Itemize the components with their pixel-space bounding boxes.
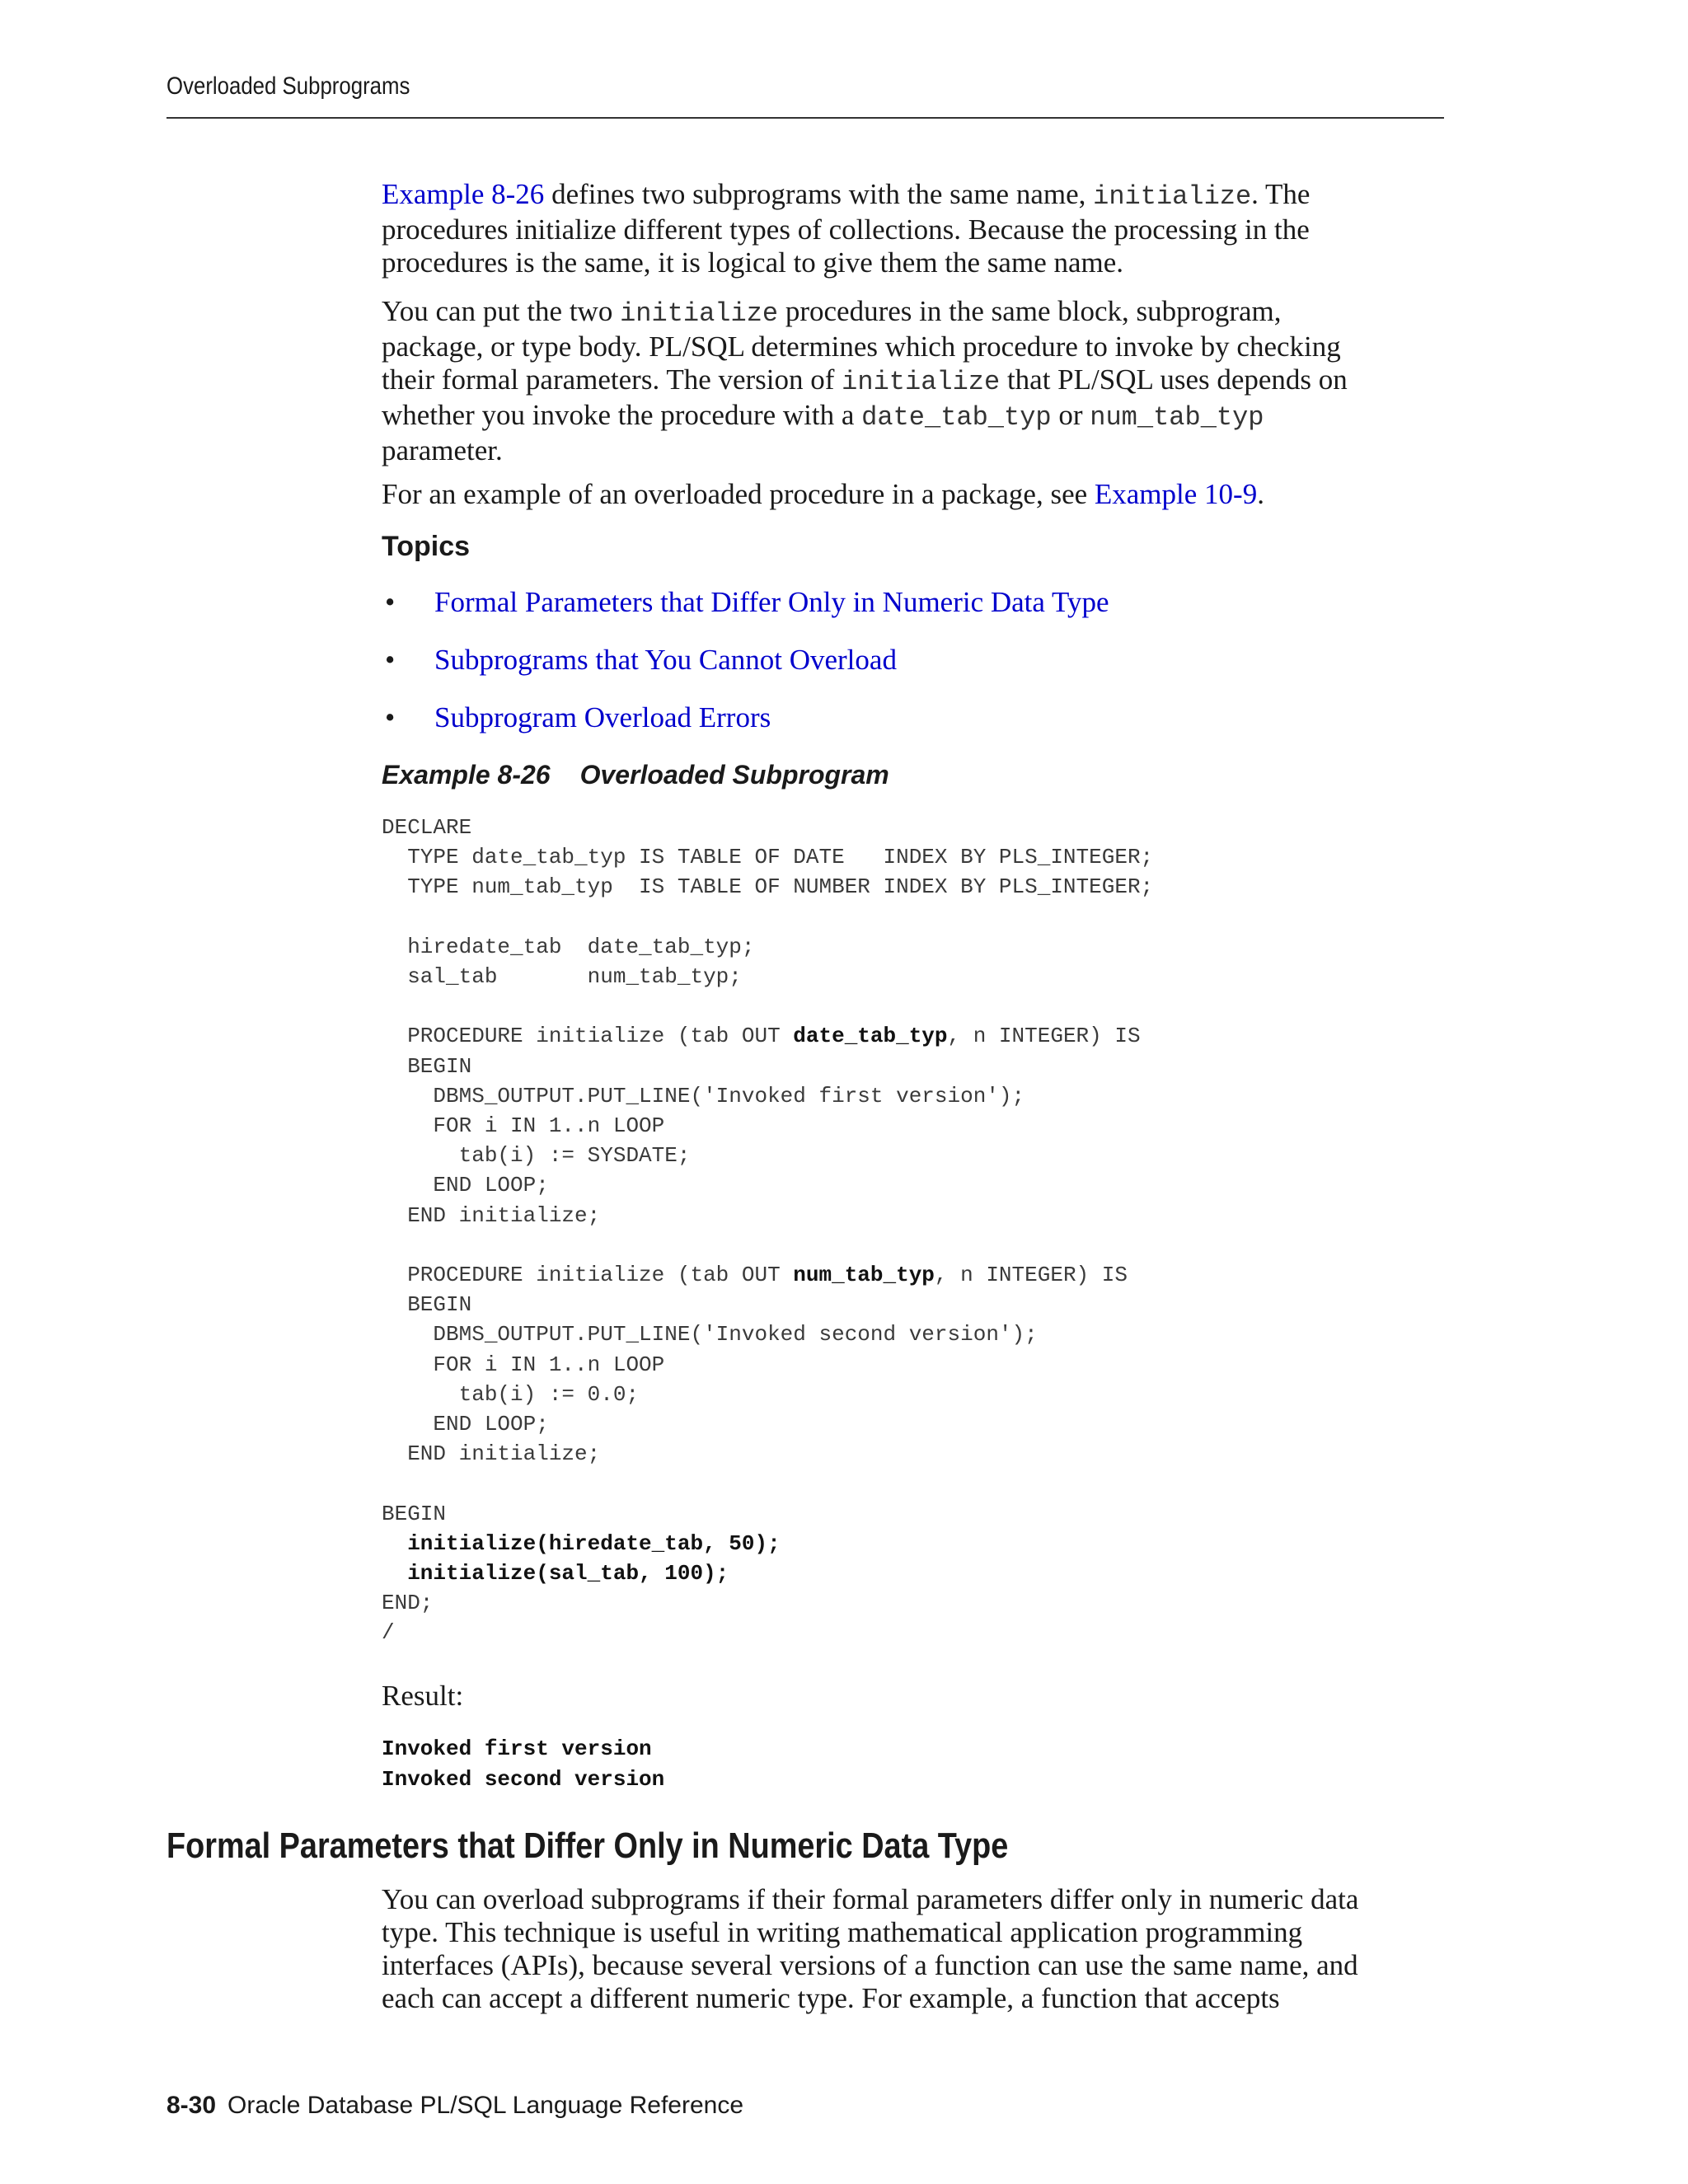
code-block: DECLARE TYPE date_tab_typ IS TABLE OF DATE INDEX BY PLS_INTEGER; TYPE num_tab_typ IS TABLE OF NUMBER INDEX BY PLS_INTEGER; hiredate_tab date_tab_typ; sal_tab num_tab_typ; PROCEDURE initialize (tab OUT date_tab_typ, n INTEGER) IS BEGIN DBMS_OUTPUT.PUT_LINE('Invoked first version'); FOR i IN 1..n LOOP tab(i) := SYSDATE; END LOOP; END initialize; PROCEDURE initialize (tab OUT num_tab_typ, n INTEGER) IS BEGIN DBMS_OUTPUT.PUT_LINE('Invoked second version'); FOR i IN 1..n LOOP tab(i) := 0.0; END LOOP; END initialize; BEGIN initialize(hiredate_tab, 50); initialize(sal_tab, 100); END; /: [382, 815, 1154, 1646]
result-label: Result:: [382, 1680, 464, 1712]
inline-code: initialize: [842, 367, 1001, 397]
result-output: Invoked first version Invoked second version: [382, 1736, 665, 1792]
section-heading: Formal Parameters that Differ Only in Numeric Data Type: [166, 1825, 1009, 1866]
topic-item: [382, 586, 1109, 619]
topic-link-cannot-overload[interactable]: Subprograms that You Cannot Overload: [434, 644, 897, 676]
page-footer: [166, 2092, 743, 2120]
intro-paragraph-3: For an example of an overloaded procedure in a package, see Example 10-9.: [382, 478, 1264, 510]
topics-list: [382, 586, 1109, 734]
bullet-icon: •: [385, 586, 396, 618]
topic-item: [382, 644, 1109, 677]
topic-item: [382, 701, 1109, 734]
intro-paragraph-1: Example 8-26 defines two subprograms with the same name, initialize. The procedures initialize different types of collections. Because the processing in the procedures is the same, it is logical to give them the same name.: [382, 178, 1311, 279]
running-header: Overloaded Subprograms: [166, 73, 410, 100]
page-number: 8-30: [166, 2092, 217, 2119]
example-title: Example 8-26 Overloaded Subprogram: [382, 760, 889, 790]
section-paragraph: You can overload subprograms if their formal parameters differ only in numeric data type. This technique is useful in writing mathematical application programming interfaces (APIs), because several versions of a function can use the same name, and each can accept a different numeric type. For example, a function that accepts: [382, 1883, 1359, 2014]
header-divider: [166, 117, 1444, 119]
example-8-26-link[interactable]: Example 8-26: [382, 178, 545, 210]
inline-code: date_tab_typ: [861, 402, 1052, 433]
inline-code: num_tab_typ: [1090, 402, 1264, 433]
topic-link-numeric-data-type[interactable]: Formal Parameters that Differ Only in Numeric Data Type: [434, 586, 1109, 618]
topic-link-overload-errors[interactable]: Subprogram Overload Errors: [434, 701, 771, 733]
book-title: Oracle Database PL/SQL Language Reference: [227, 2092, 744, 2119]
inline-code: initialize: [1093, 181, 1252, 212]
intro-paragraph-2: You can put the two initialize procedures in the same block, subprogram, package, or type body. PL/SQL determines which procedure to invoke by checking their formal parameters. The version of initialize that PL/SQL uses depends on whether you invoke the procedure with a date_tab_typ or num_tab_typ parameter.: [382, 295, 1348, 466]
bullet-icon: •: [385, 644, 396, 676]
example-10-9-link[interactable]: Example 10-9: [1094, 478, 1258, 510]
bullet-icon: •: [385, 701, 396, 733]
inline-code: initialize: [620, 298, 779, 329]
topics-heading: Topics: [382, 531, 471, 562]
